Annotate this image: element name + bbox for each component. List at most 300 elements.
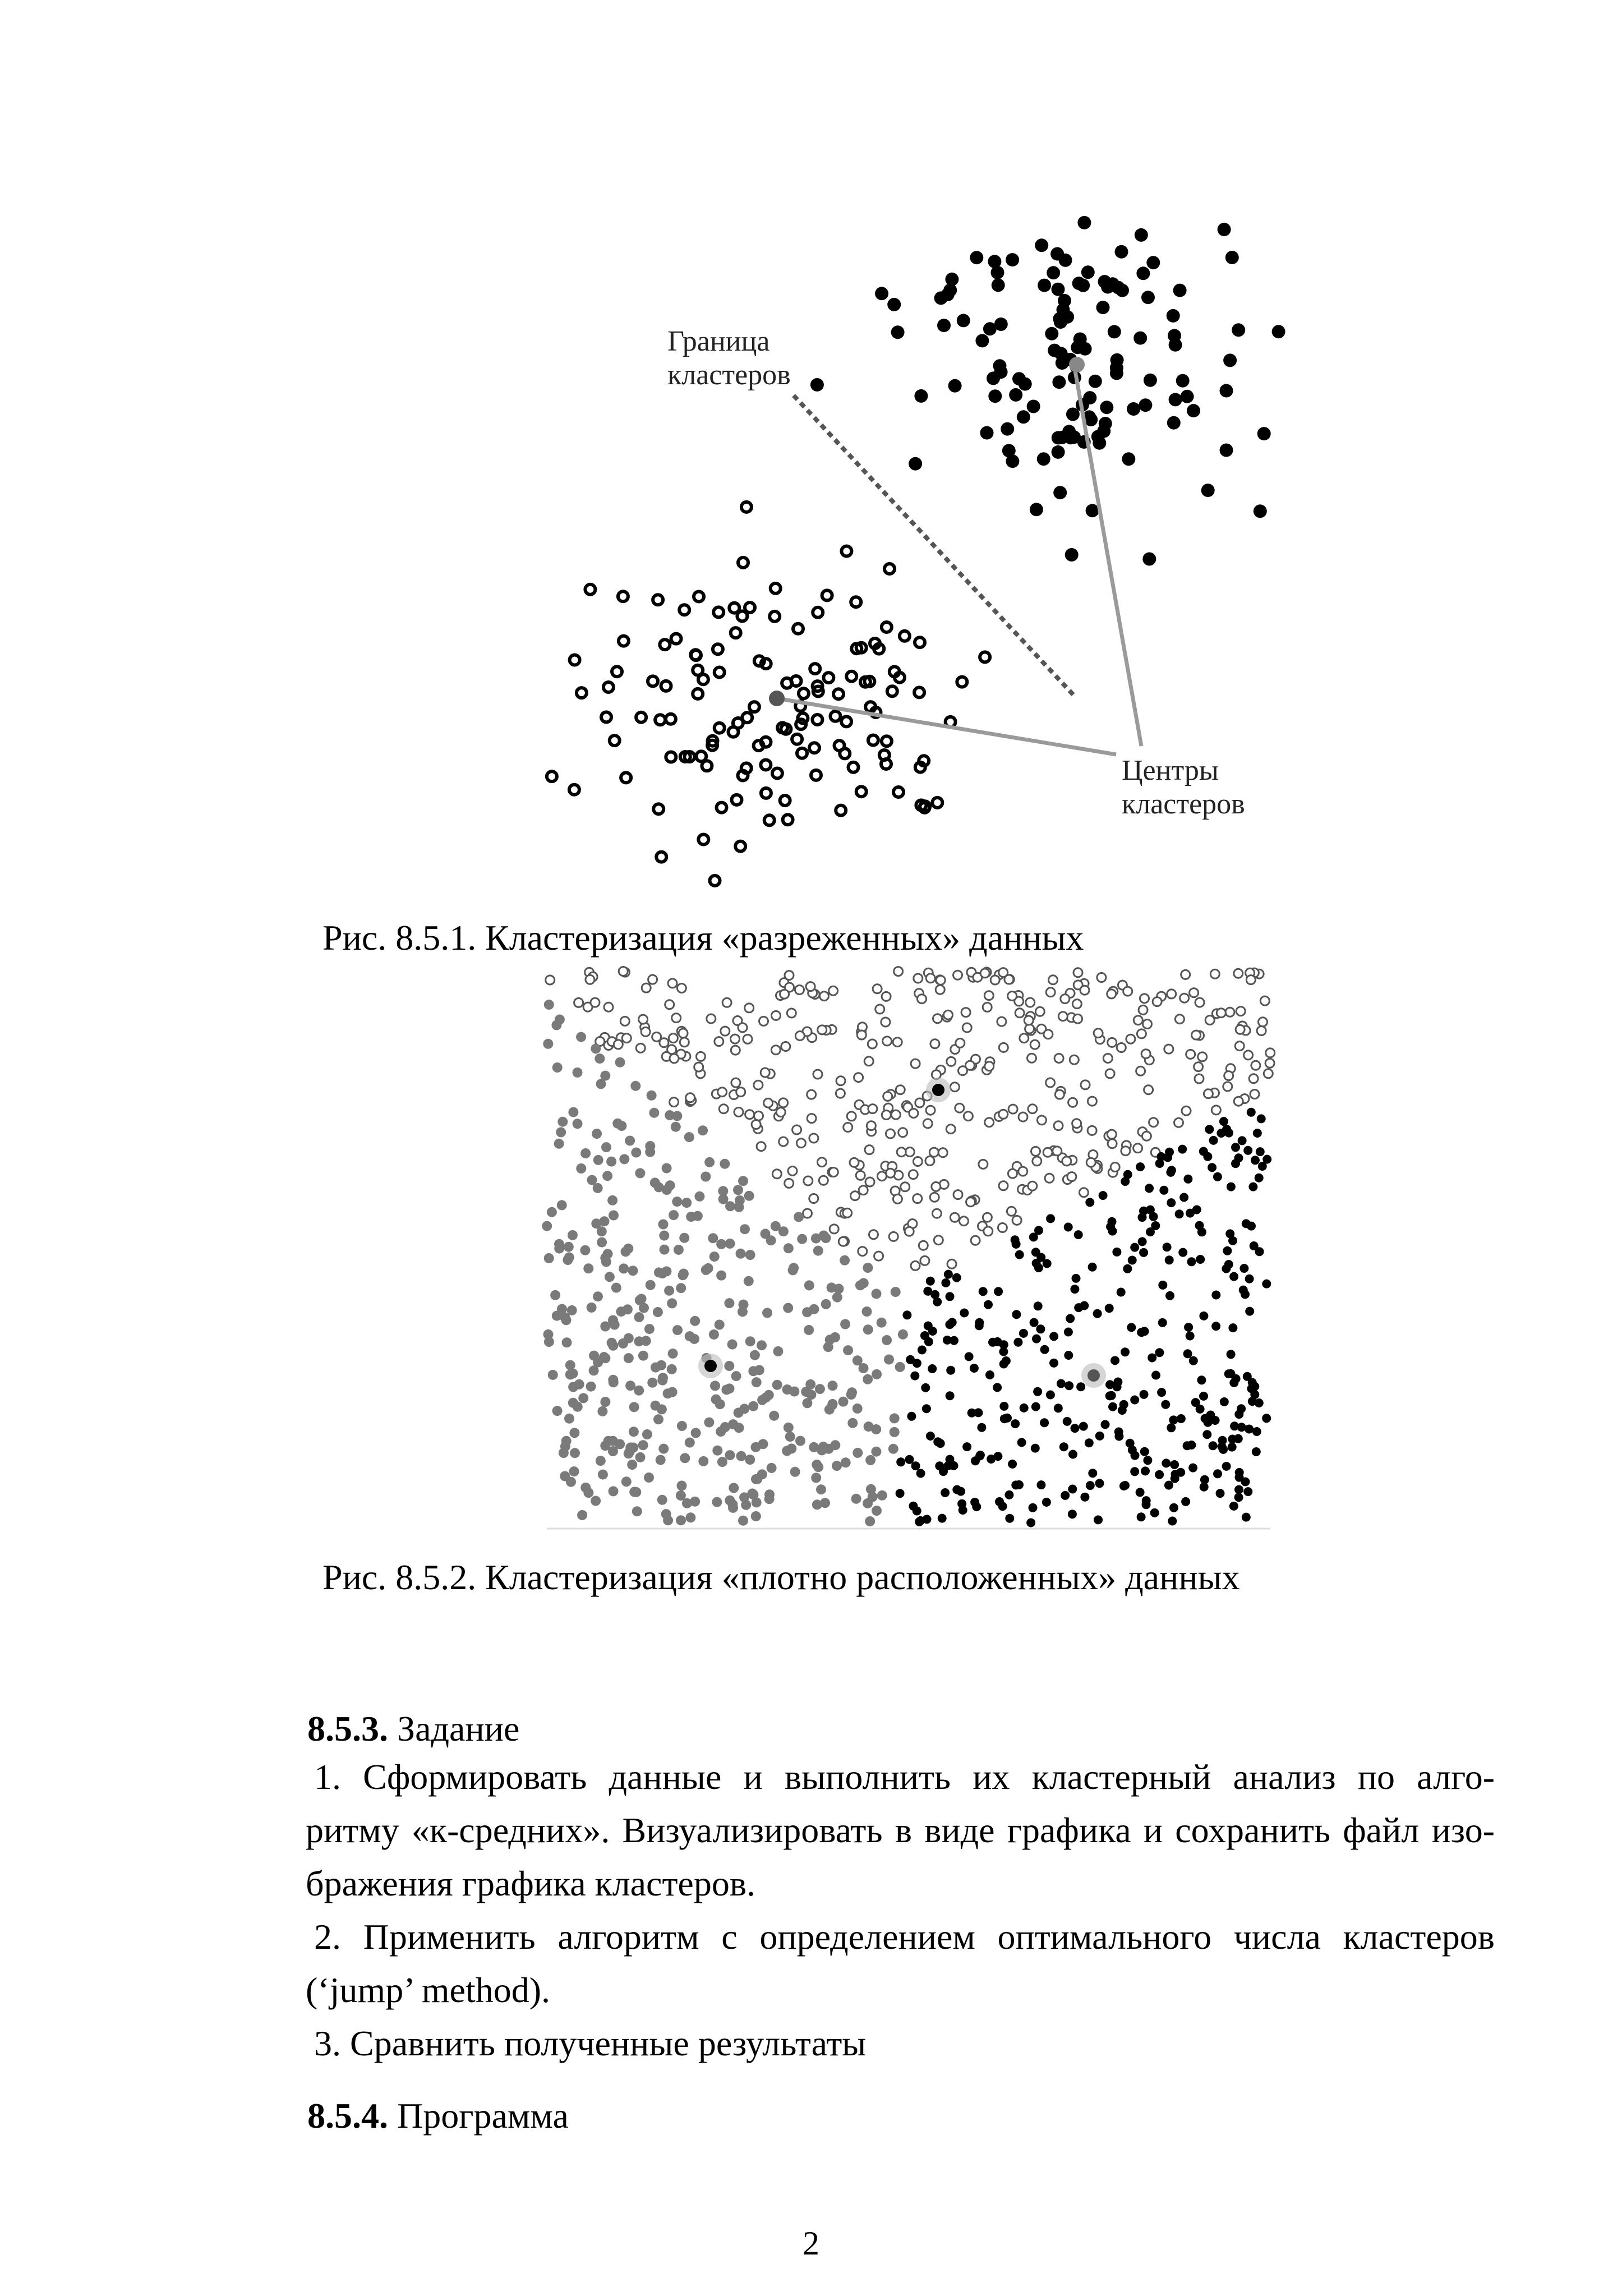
gray-point [715, 1399, 725, 1409]
cluster-right-black-points [896, 1108, 1272, 1527]
gray-point [802, 1398, 812, 1408]
black-point [1143, 1456, 1152, 1465]
open-point [772, 1011, 781, 1020]
open-point [686, 1093, 695, 1102]
filled-point [1144, 374, 1157, 387]
black-point [1105, 1304, 1114, 1313]
open-point [1141, 1050, 1150, 1059]
open-point [1251, 1061, 1260, 1070]
black-point [1130, 1396, 1139, 1405]
black-point [1036, 1324, 1045, 1333]
black-point [1074, 1303, 1083, 1312]
gray-point [676, 1283, 686, 1293]
black-point [918, 1346, 927, 1355]
open-point [856, 1171, 865, 1180]
black-point [985, 1370, 994, 1379]
black-point [1251, 1156, 1260, 1165]
gray-point [745, 1250, 755, 1260]
black-point [1211, 1416, 1220, 1425]
black-point [1155, 1470, 1164, 1479]
filled-point [1053, 486, 1067, 499]
gray-point [662, 1185, 672, 1195]
gray-point [644, 1473, 654, 1483]
gray-point [778, 1226, 789, 1236]
open-point [893, 1038, 902, 1047]
task-heading-number: 8.5.3. [307, 1709, 388, 1749]
gray-point [619, 1154, 629, 1164]
black-point [993, 1383, 1002, 1392]
gray-point [658, 1220, 669, 1230]
cluster-center-filled [1069, 357, 1085, 372]
black-point [1161, 1400, 1170, 1409]
black-point [1197, 1227, 1206, 1236]
black-point [1248, 1182, 1257, 1191]
gray-point [611, 1283, 621, 1293]
black-point [1231, 1143, 1240, 1152]
open-point [840, 748, 850, 758]
black-point [1229, 1272, 1238, 1281]
gray-point [607, 1195, 618, 1205]
gray-point [567, 1305, 577, 1315]
gray-point [659, 1231, 669, 1241]
open-point [1055, 1090, 1064, 1099]
black-point [1140, 1390, 1149, 1399]
task-item2-line2: (‘jump’ method). [306, 1970, 551, 2010]
figure2-caption-text: Кластеризация «плотно расположенных» данных [485, 1557, 1240, 1597]
gray-point [544, 1253, 554, 1263]
cluster-center-open [769, 691, 785, 706]
black-point [1167, 1198, 1176, 1207]
open-point [694, 1062, 703, 1071]
open-point [752, 1120, 761, 1129]
gray-point [827, 1282, 837, 1292]
gray-point [596, 1079, 606, 1089]
open-point [666, 714, 676, 724]
gray-point [593, 1155, 603, 1165]
black-point [1061, 1491, 1070, 1500]
open-point [953, 1190, 962, 1199]
gray-point [616, 1121, 626, 1131]
open-point [889, 1232, 898, 1241]
gray-point [600, 1397, 610, 1407]
gray-point [847, 1387, 857, 1397]
filled-point [1225, 251, 1239, 264]
gray-point [859, 1278, 869, 1288]
gray-point [871, 1447, 881, 1457]
open-point [919, 1241, 928, 1250]
black-point [1088, 1469, 1097, 1478]
open-point [932, 798, 942, 808]
open-point [779, 1098, 788, 1107]
black-point [1187, 1257, 1196, 1266]
gray-point [704, 1157, 715, 1167]
gray-point [725, 1450, 735, 1460]
open-point [1054, 1054, 1063, 1063]
open-point [914, 974, 923, 983]
black-point [1117, 1288, 1126, 1297]
black-point [1170, 1460, 1179, 1469]
gray-point [843, 1345, 853, 1355]
open-point [731, 628, 741, 638]
open-point [570, 655, 580, 665]
open-point [893, 1194, 902, 1203]
gray-point [718, 1186, 728, 1196]
open-point [901, 1182, 910, 1191]
open-point [1046, 988, 1055, 997]
gray-point [630, 1081, 640, 1091]
black-point [965, 1352, 974, 1361]
open-point [1043, 1148, 1052, 1157]
black-point [924, 1322, 933, 1331]
open-point [665, 1000, 674, 1009]
open-point [980, 652, 990, 662]
gray-point [830, 1440, 840, 1450]
filled-point [937, 319, 951, 332]
open-point [829, 1168, 838, 1177]
black-point [1017, 1438, 1026, 1447]
open-point [696, 751, 706, 761]
open-point [670, 1054, 679, 1063]
open-point [1236, 1025, 1245, 1034]
black-point [1149, 1212, 1158, 1221]
figure1-caption [322, 920, 1084, 956]
task-item1-line3: бражения графика кластеров. [306, 1864, 756, 1903]
black-point [1256, 1147, 1265, 1156]
gray-point [824, 1405, 835, 1415]
open-point [819, 1176, 828, 1185]
gray-point [757, 1340, 767, 1350]
black-point [1225, 1229, 1234, 1238]
gray-point [600, 1216, 610, 1226]
gray-point [568, 1107, 578, 1117]
filled-point [1169, 338, 1182, 352]
open-point [965, 1061, 974, 1070]
open-point [1211, 1106, 1220, 1115]
filled-point [1115, 245, 1128, 259]
black-point [1140, 1327, 1149, 1336]
gray-point [691, 1428, 701, 1438]
open-point [809, 743, 819, 753]
open-point [1045, 1174, 1054, 1182]
open-point [785, 1179, 794, 1188]
filled-point [1052, 283, 1065, 296]
open-point [785, 971, 794, 980]
gray-point [568, 1382, 578, 1392]
open-point [807, 1090, 816, 1099]
gray-point [686, 1212, 696, 1222]
black-point [1189, 1356, 1198, 1365]
open-point [1007, 1207, 1016, 1216]
gray-point [758, 1439, 768, 1449]
gray-point [877, 1490, 887, 1501]
gray-point [729, 1483, 739, 1493]
gray-point [804, 1325, 814, 1335]
black-point [1072, 1274, 1081, 1283]
black-point [1080, 1493, 1089, 1502]
gray-point [832, 1292, 842, 1303]
open-point [929, 1148, 938, 1157]
gray-point [635, 1452, 646, 1462]
open-point [1136, 1066, 1145, 1075]
black-point [911, 1461, 920, 1470]
gray-point [638, 1351, 648, 1361]
task-heading [307, 1708, 519, 1750]
open-point [947, 1057, 956, 1066]
open-point [875, 1005, 884, 1014]
filled-point [1006, 454, 1019, 468]
open-point [731, 1078, 740, 1087]
gray-point [725, 1239, 735, 1249]
open-point [934, 1236, 943, 1245]
open-point [671, 634, 681, 644]
gray-point [610, 1320, 620, 1330]
gray-point [734, 1423, 744, 1433]
black-point [1086, 1481, 1095, 1490]
gray-point [661, 1266, 671, 1276]
gray-point [720, 1159, 730, 1169]
black-point [1095, 1432, 1104, 1441]
black-point [1209, 1441, 1218, 1450]
open-point [780, 795, 790, 806]
open-point [1004, 975, 1013, 984]
black-point [977, 1423, 986, 1432]
open-point [1244, 1051, 1253, 1060]
open-point [1073, 1014, 1082, 1023]
open-point [923, 1119, 932, 1128]
gray-point [564, 1414, 574, 1424]
gray-point [657, 1495, 667, 1505]
open-point [1123, 987, 1132, 996]
open-point [660, 639, 670, 650]
gray-point [727, 1499, 738, 1510]
open-point [886, 1129, 895, 1138]
black-point [1223, 1246, 1232, 1255]
black-point [1253, 1129, 1262, 1138]
filled-point [1220, 384, 1233, 398]
filled-point [1052, 375, 1066, 389]
gray-point [710, 1381, 720, 1391]
gray-point [797, 1234, 807, 1244]
black-point [1114, 1432, 1123, 1441]
black-point [1203, 1152, 1212, 1161]
open-point [953, 970, 962, 979]
open-point [868, 735, 878, 746]
black-point [1245, 1307, 1254, 1316]
open-point [936, 985, 944, 994]
gray-point [657, 1404, 667, 1414]
open-point [915, 637, 925, 647]
filled-point [1167, 309, 1180, 323]
open-point [829, 986, 838, 995]
open-point [893, 787, 904, 797]
open-point [867, 1121, 875, 1130]
open-point [984, 991, 993, 1000]
black-point [1222, 1264, 1231, 1273]
open-point [732, 795, 742, 805]
black-point [952, 1273, 961, 1282]
black-point [1167, 1166, 1176, 1175]
open-point [1108, 1038, 1117, 1047]
filled-point [983, 322, 997, 335]
filled-point [988, 389, 1002, 403]
open-point [915, 762, 925, 772]
open-point [854, 1073, 863, 1082]
open-point [642, 983, 651, 992]
open-point [680, 1038, 689, 1047]
filled-point [1056, 356, 1069, 370]
open-point [717, 803, 727, 813]
gray-point [815, 1384, 825, 1394]
cluster-top-open-points [546, 967, 1275, 1271]
gray-point [752, 1474, 762, 1484]
gray-point [615, 1057, 625, 1068]
gray-point [609, 1377, 619, 1387]
gray-point [663, 1388, 673, 1398]
open-point [918, 995, 927, 1004]
gray-point [783, 1303, 793, 1313]
black-point [1211, 1322, 1220, 1331]
open-point [749, 702, 759, 712]
black-point [1169, 1503, 1178, 1512]
page-number: 2 [803, 2225, 819, 2262]
open-point [796, 1139, 805, 1148]
black-point [1034, 1226, 1043, 1235]
gray-point [863, 1263, 873, 1273]
black-point [1202, 1430, 1211, 1439]
filled-point [1091, 430, 1105, 443]
program-heading [307, 2095, 569, 2137]
open-point [1235, 1042, 1244, 1051]
open-point [679, 1029, 688, 1038]
gray-point [701, 1172, 711, 1182]
open-point [693, 665, 703, 675]
gray-point [716, 1271, 726, 1281]
program-heading-number: 8.5.4. [307, 2096, 388, 2136]
filled-point [948, 379, 962, 393]
open-point [603, 682, 614, 692]
gray-point [882, 1335, 892, 1345]
open-point [610, 735, 620, 746]
task-list [306, 1750, 1495, 2070]
black-point [1238, 1136, 1247, 1145]
gray-point [817, 1445, 827, 1455]
black-point [979, 1287, 988, 1296]
open-point [873, 984, 882, 993]
black-point [1169, 1415, 1178, 1424]
gray-point [657, 1375, 667, 1386]
open-point [1181, 970, 1190, 979]
open-point [799, 688, 809, 698]
gray-point [740, 1224, 750, 1234]
open-point [809, 1194, 818, 1203]
figure-sparse-clusters [494, 180, 1312, 909]
open-point [999, 1043, 1008, 1052]
gray-point [701, 1265, 711, 1275]
gray-point [733, 1185, 743, 1195]
gray-point [761, 1392, 771, 1402]
open-point [915, 1098, 924, 1107]
open-point [925, 1156, 934, 1165]
black-point [950, 1336, 959, 1345]
gray-point [605, 1272, 615, 1282]
open-point [961, 1008, 970, 1017]
open-point [1073, 968, 1082, 977]
black-point [1040, 1345, 1049, 1354]
open-point [813, 1070, 822, 1079]
gray-point [748, 1401, 758, 1411]
gray-point [658, 1444, 669, 1454]
black-point [933, 1437, 942, 1446]
gray-point [828, 1381, 838, 1391]
black-point [1110, 1356, 1119, 1365]
black-point [1008, 1460, 1017, 1469]
open-point [1182, 1106, 1191, 1115]
open-point [772, 1170, 781, 1179]
black-point [1148, 1354, 1156, 1363]
open-point [1144, 1085, 1153, 1094]
black-point [928, 1364, 937, 1373]
open-point [955, 1103, 964, 1112]
black-point [1033, 1387, 1042, 1396]
gray-point [725, 1201, 735, 1211]
gray-point [712, 1446, 722, 1456]
open-point [754, 1111, 763, 1120]
black-point [1262, 1155, 1271, 1164]
black-point [1031, 1402, 1040, 1411]
black-point [906, 1355, 915, 1364]
gray-point [724, 1298, 734, 1308]
black-point [1158, 1281, 1167, 1290]
open-point [668, 979, 677, 988]
gray-point [891, 1287, 901, 1297]
open-point [898, 1128, 907, 1137]
open-point [883, 1037, 892, 1046]
open-point [655, 715, 665, 725]
black-point [1243, 1487, 1252, 1496]
filled-point [909, 457, 922, 471]
open-point [547, 771, 557, 781]
black-point [1165, 1148, 1174, 1157]
open-point [859, 1186, 868, 1195]
black-point [1005, 1514, 1014, 1523]
open-point [776, 1108, 785, 1117]
open-point [849, 762, 859, 772]
open-point [1225, 1007, 1234, 1016]
open-point [1072, 1000, 1081, 1009]
center-pointer-line-open [777, 698, 1116, 754]
open-point [920, 1256, 929, 1265]
open-point [787, 1009, 796, 1018]
black-point [1222, 1462, 1231, 1471]
open-point [856, 786, 867, 797]
open-point [983, 1002, 992, 1011]
black-point [1177, 1414, 1186, 1423]
gray-point [790, 1467, 800, 1477]
gray-point [853, 1448, 863, 1458]
gray-point [681, 1198, 692, 1208]
filled-point [988, 255, 1001, 268]
gray-point [745, 1455, 755, 1465]
gray-point [704, 1418, 714, 1428]
open-point [1086, 1158, 1095, 1167]
filled-point [1037, 452, 1050, 466]
black-point [1031, 1248, 1040, 1257]
black-point [972, 1502, 981, 1511]
open-point [930, 1193, 939, 1202]
black-point [1042, 1498, 1051, 1507]
black-point [1019, 1329, 1028, 1338]
open-point [905, 1148, 914, 1157]
